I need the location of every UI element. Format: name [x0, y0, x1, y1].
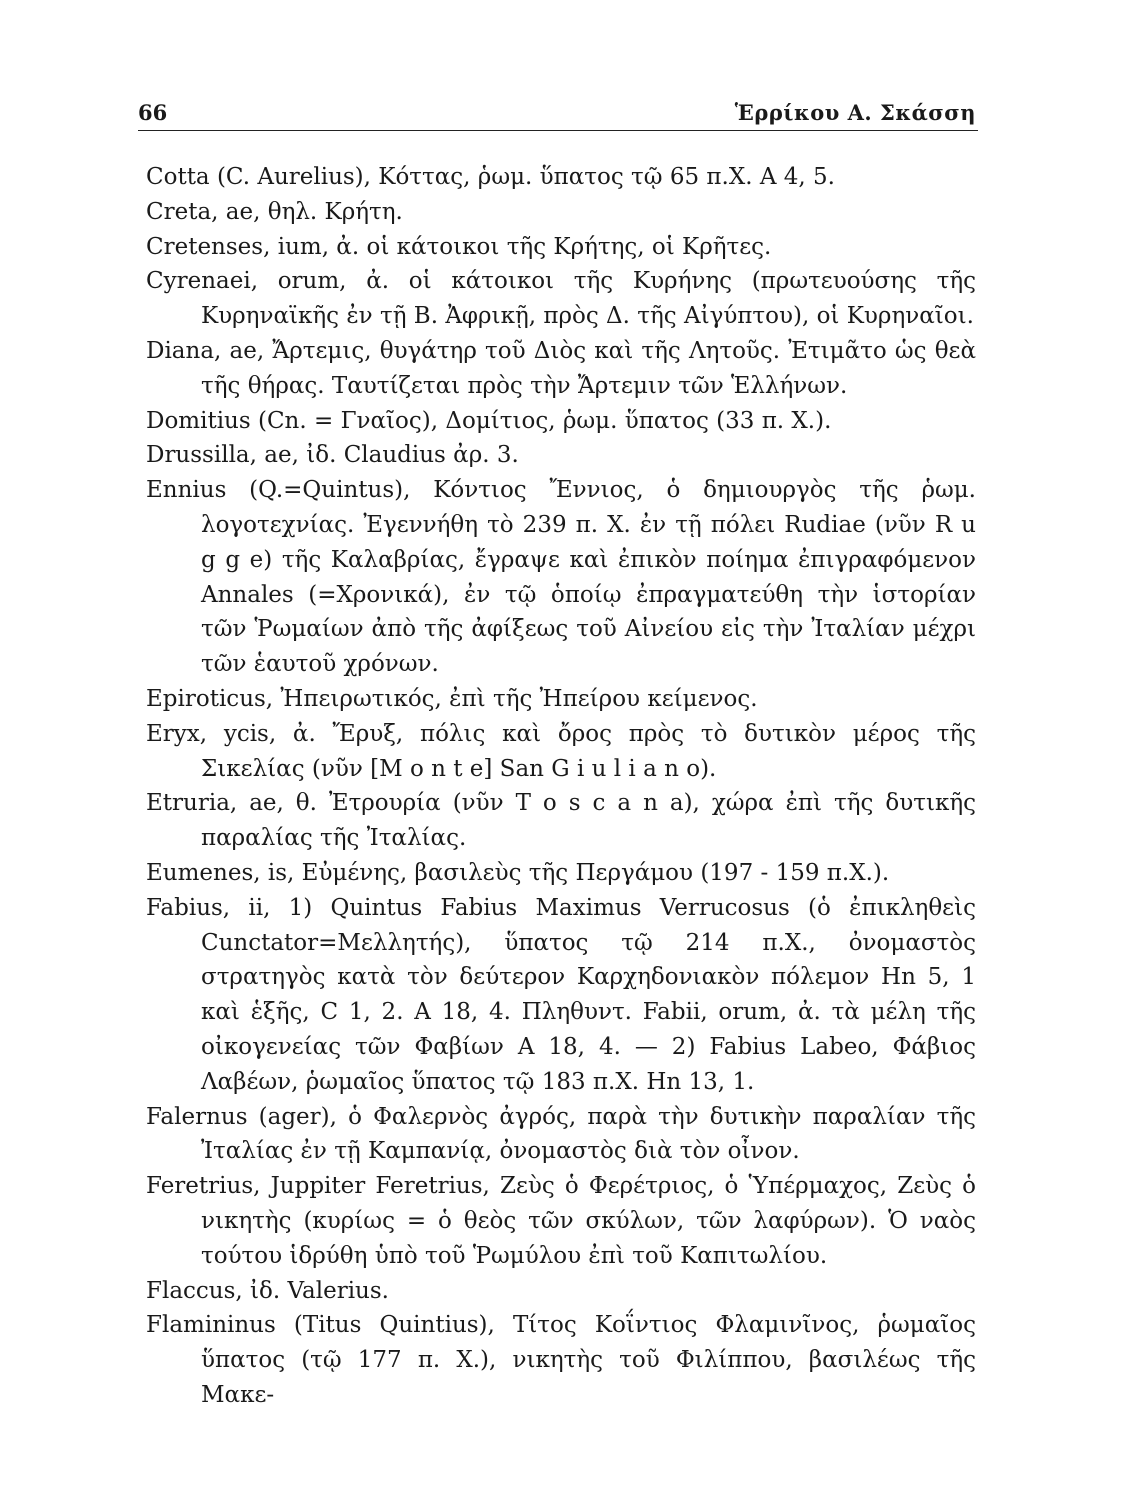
running-head: Ἑρρίκου Α. Σκάσση: [734, 100, 976, 125]
entry-flamininus: Flamininus (Titus Quintius), Τίτος Κοΐντιος Φλαμινῖνος, ῥωμαῖος ὕπατος (τῷ 177 π. Χ.), νικητὴς τοῦ Φιλίππου, βασιλέως τῆς Μακε-: [146, 1312, 976, 1408]
entry-flaccus: Flaccus, ἰδ. Valerius.: [146, 1277, 389, 1304]
page-number: 66: [138, 100, 168, 125]
entry-eumenes: Eumenes, is, Εὐμένης, βασιλεὺς τῆς Περγάμου (197 - 159 π.Χ.).: [146, 859, 890, 886]
page-header: [138, 96, 978, 131]
entry-feretrius: Feretrius, Juppiter Feretrius, Ζεὺς ὁ Φερέτριος, ὁ Ὑπέρμαχος, Ζεὺς ὁ νικητὴς (κυρίως = ὁ θεὸς τῶν σκύλων, τῶν λαφύρων). Ὁ ναὸς τούτου ἱδρύθη ὑπὸ τοῦ Ῥωμύλου ἐπὶ τοῦ Καπιτωλίου.: [146, 1173, 976, 1269]
entry-cretenses: Cretenses, ium, ἀ. οἱ κάτοικοι τῆς Κρήτης, οἱ Κρῆτες.: [146, 233, 772, 260]
entry-eryx: Eryx, ycis, ἀ. Ἔρυξ, πόλις καὶ ὄρος πρὸς τὸ δυτικὸν μέρος τῆς Σικελίας (νῦν [M o n t e] San G i u l i a n o).: [146, 720, 976, 782]
entry-etruria: Etruria, ae, θ. Ἐτρουρία (νῦν T o s c a n a), χώρα ἐπὶ τῆς δυτικῆς παραλίας τῆς Ἰταλίας.: [146, 790, 976, 852]
entry-epiroticus: Epiroticus, Ἠπειρωτικός, ἐπὶ τῆς Ἠπείρου κείμενος.: [146, 685, 758, 712]
entry-diana: Diana, ae, Ἄρτεμις, θυγάτηρ τοῦ Διὸς καὶ τῆς Λητοῦς. Ἐτιμᾶτο ὡς θεὰ τῆς θήρας. Ταυτίζεται πρὸς τὴν Ἄρτεμιν τῶν Ἑλλήνων.: [146, 337, 976, 399]
entry-creta: Creta, ae, θηλ. Κρήτη.: [146, 198, 403, 225]
entry-cotta: Cotta (C. Aurelius), Κόττας, ῥωμ. ὕπατος τῷ 65 π.Χ. Α 4, 5.: [146, 164, 835, 190]
entry-cyrenaei: Cyrenaei, orum, ἀ. οἱ κάτοικοι τῆς Κυρήνης (πρωτευούσης τῆς Κυρηναϊκῆς ἐν τῇ Β. Ἀφρικῇ, πρὸς Δ. τῆς Αἰγύπτου), οἱ Κυρηναῖοι.: [146, 268, 976, 330]
entry-fabius: Fabius, ii, 1) Quintus Fabius Maximus Verrucosus (ὁ ἐπικληθεὶς Cunctator=Μελλητής), ὕπατος τῷ 214 π.Χ., ὀνομαστὸς στρατηγὸς κατὰ τὸν δεύτερον Καρχηδονιακὸν πόλεμον Hn 5, 1 καὶ ἑξῆς, C 1, 2. A 18, 4. Πληθυντ. Fabii, orum, ἀ. τὰ μέλη τῆς οἰκογενείας τῶν Φαβίων A 18, 4. — 2) Fabius Labeo, Φάβιος Λαβέων, ῥωμαῖος ὕπατος τῷ 183 π.Χ. Hn 13, 1.: [146, 894, 976, 1095]
entry-falernus: Falernus (ager), ὁ Φαλερνὸς ἀγρός, παρὰ τὴν δυτικὴν παραλίαν τῆς Ἰταλίας ἐν τῇ Καμπανίᾳ, ὀνομαστὸς διὰ τὸν οἶνον.: [146, 1103, 976, 1165]
entry-ennius: Ennius (Q.=Quintus), Κόντιος Ἔννιος, ὁ δημιουργὸς τῆς ῥωμ. λογοτεχνίας. Ἐγεννήθη τὸ 239 π. Χ. ἐν τῇ πόλει Rudiae (νῦν R u g g e) τῆς Καλαβρίας, ἔγραψε καὶ ἐπικὸν ποίημα ἐπιγραφόμενον Annales (=Χρονικά), ἐν τῷ ὁποίῳ ἐπραγματεύθη τὴν ἱστορίαν τῶν Ῥωμαίων ἀπὸ τῆς ἀφίξεως τοῦ Αἰνείου εἰς τὴν Ἰταλίαν μέχρι τῶν ἑαυτοῦ χρόνων.: [146, 477, 976, 678]
glossary-entries: [146, 160, 976, 1413]
entry-drussilla: Drussilla, ae, ἰδ. Claudius ἀρ. 3.: [146, 442, 519, 469]
entry-domitius: Domitius (Cn. = Γναῖος), Δομίτιος, ῥωμ. ὕπατος (33 π. Χ.).: [146, 407, 832, 434]
